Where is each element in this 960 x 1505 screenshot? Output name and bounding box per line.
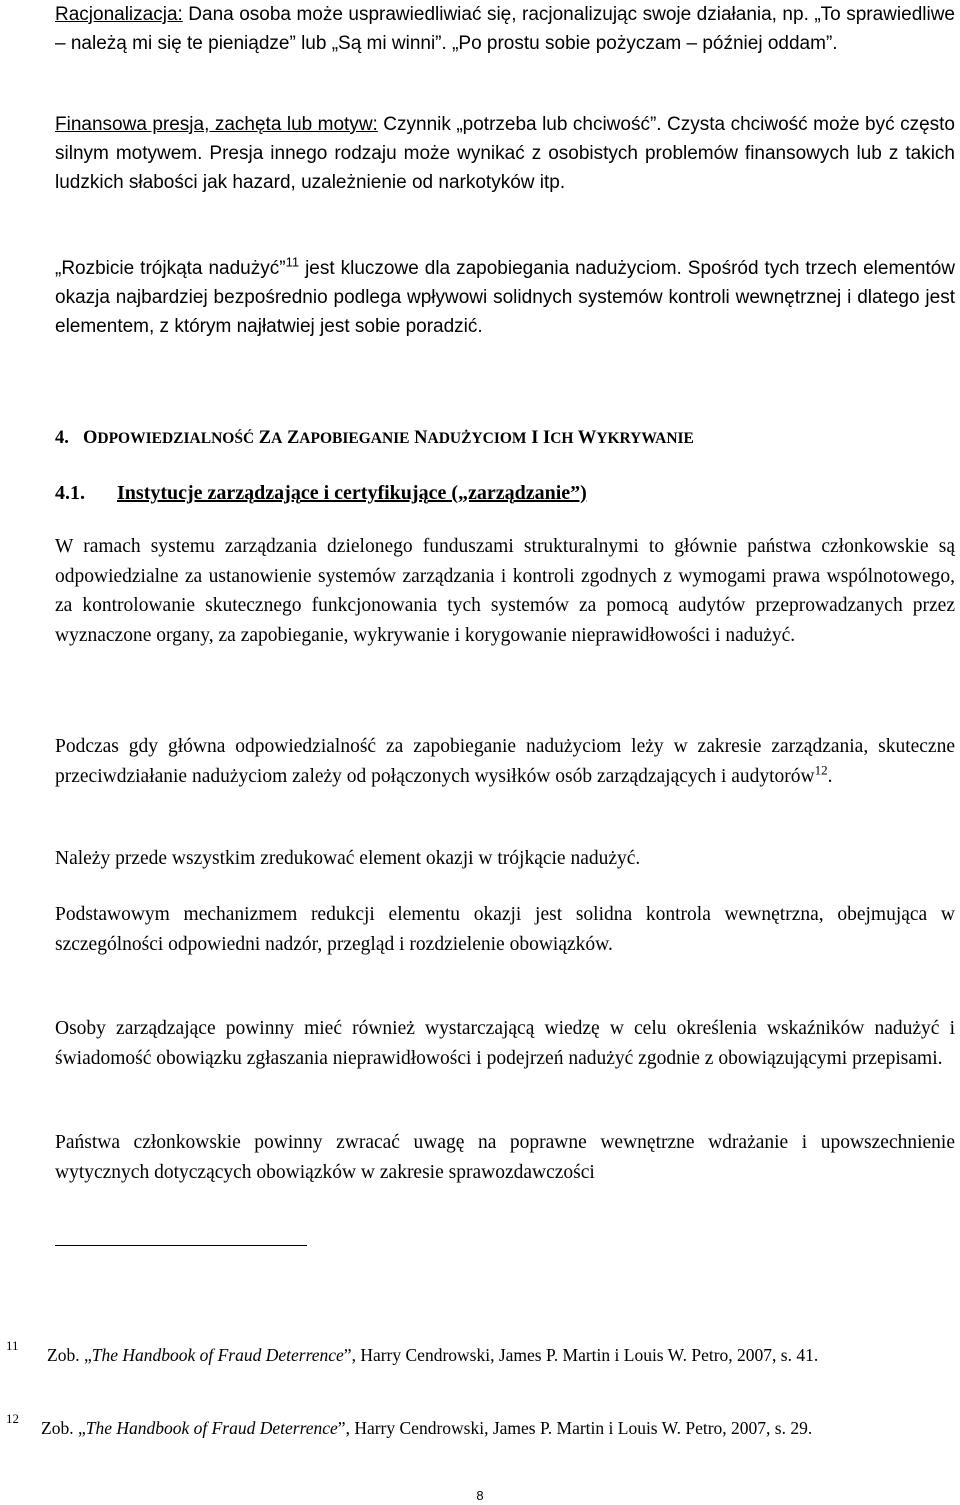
paragraph-racjonalizacja bbox=[55, 0, 955, 58]
paragraph-panstwa-czlonkowskie: Państwa członkowskie powinny zwracać uwagę na poprawne wewnętrzne wdrażanie i upowszechnienie wytycznych dotyczących obowiązków w zakresie sprawozdawczości bbox=[55, 1132, 955, 1183]
section-title-cap: N bbox=[414, 428, 428, 448]
footnote-12 bbox=[41, 1415, 956, 1441]
rozbicie-lead: „Rozbicie trójkąta nadużyć” bbox=[55, 258, 286, 279]
paragraph-element-okazji: Należy przede wszystkim zredukować element okazji w trójkącie nadużyć. bbox=[55, 848, 641, 869]
section-title-cap: I bbox=[531, 428, 539, 448]
section-heading-4 bbox=[55, 425, 955, 452]
section-title-cap: Z bbox=[258, 428, 272, 448]
footnote-12-prefix: Zob. „ bbox=[41, 1418, 86, 1438]
footnote-11-suffix: ”, Harry Cendrowski, James P. Martin i Louis W. Petro, 2007, s. 41. bbox=[343, 1345, 819, 1365]
footnote-12-title: The Handbook of Fraud Deterrence bbox=[85, 1418, 338, 1438]
section-title-cap: Z bbox=[286, 428, 300, 448]
section-title-rest: DPOWIEDZIALNOŚĆ bbox=[97, 430, 255, 447]
footnote-number-12: 12 bbox=[6, 1411, 19, 1426]
paragraph-system-zarzadzania: W ramach systemu zarządzania dzielonego funduszami strukturalnymi to głównie państwa członkowskie są odpowiedzialne za ustanowienie systemów zarządzania i kontroli zgodnych z wymogami prawa wspólnotowego, za kontrolowanie skutecznego funkcjonowania tych systemów za pomocą audytów przeprowadzanych przez wyznaczone organy, za zapobieganie, wykrywanie i korygowanie nieprawidłowości i nadużyć. bbox=[55, 536, 955, 646]
paragraph-osoby-zarzadzajace: Osoby zarządzające powinny mieć również wystarczającą wiedzę w celu określenia wskaźników nadużyć i świadomość obowiązku zgłaszania nieprawidłowości i podejrzeń nadużyć zgodnie z obowiązującymi przepisami. bbox=[55, 1018, 955, 1069]
section-title-rest: ADUŻYCIOM bbox=[427, 430, 527, 447]
odpowiedzialnosc-text: Podczas gdy główna odpowiedzialność za zapobieganie nadużyciom leży w zakresie zarządzania, skuteczne przeciwdziałanie nadużyciom zależy od połączonych wysiłków osób zarządzających i audytorów bbox=[55, 736, 955, 787]
footnote-separator bbox=[55, 1245, 307, 1246]
subsection-number: 4.1. bbox=[55, 482, 85, 504]
section-title-cap: O bbox=[83, 428, 98, 448]
term-racjonalizacja: Racjonalizacja: bbox=[55, 4, 183, 25]
footnote-number-11: 11 bbox=[6, 1338, 19, 1353]
footnote-ref-11[interactable]: 11 bbox=[285, 254, 300, 270]
section-title-rest: A bbox=[271, 430, 283, 447]
footnote-11-title: The Handbook of Fraud Deterrence bbox=[91, 1345, 344, 1365]
odpowiedzialnosc-end: . bbox=[827, 765, 833, 787]
footnote-ref-12[interactable]: 12 bbox=[814, 762, 828, 777]
term-finansowa-presja: Finansowa presja, zachęta lub motyw: bbox=[55, 114, 378, 135]
subsection-title: Instytucje zarządzające i certyfikujące („zarządzanie”) bbox=[117, 482, 587, 504]
section-title-rest: CH bbox=[550, 430, 574, 447]
section-title-cap: W bbox=[577, 428, 597, 448]
racjonalizacja-text: Dana osoba może usprawiedliwiać się, racjonalizując swoje działania, np. „To sprawiedliwe – należą mi się te pieniądze” lub „Są mi winni”. „Po prostu sobie pożyczam – później oddam”. bbox=[55, 4, 955, 54]
section-title-rest: YKRYWANIE bbox=[596, 430, 694, 447]
page-number: 8 bbox=[476, 1488, 484, 1503]
section-title-rest: APOBIEGANIE bbox=[299, 430, 410, 447]
footnote-11 bbox=[41, 1342, 956, 1368]
paragraph-rozbicie-trojkata bbox=[55, 254, 955, 341]
section-title bbox=[83, 428, 694, 448]
footnote-11-prefix: Zob. „ bbox=[47, 1345, 92, 1365]
paragraph-mechanizm-redukcji: Podstawowym mechanizmem redukcji elementu okazji jest solidna kontrola wewnętrzna, obejmująca w szczególności odpowiedni nadzór, przegląd i rozdzielenie obowiązków. bbox=[55, 904, 955, 955]
finansowa-presja-text: Czynnik „potrzeba lub chciwość”. Czysta chciwość może być często silnym motywem. Presja innego rodzaju może wynikać z osobistych problemów finansowych lub z takich ludzkich słabości jak hazard, uzależnienie od narkotyków itp. bbox=[55, 114, 955, 193]
rozbicie-text: jest kluczowe dla zapobiegania nadużyciom. Spośród tych trzech elementów okazja najbardziej bezpośrednio podlega wpływowi solidnych systemów kontroli wewnętrznej i dlatego jest elementem, z którym najłatwiej jest sobie poradzić. bbox=[55, 258, 955, 337]
paragraph-odpowiedzialnosc bbox=[55, 732, 955, 791]
section-number: 4. bbox=[55, 428, 69, 448]
paragraph-finansowa-presja bbox=[55, 110, 955, 197]
section-title-cap: I bbox=[543, 428, 551, 448]
footnote-12-suffix: ”, Harry Cendrowski, James P. Martin i Louis W. Petro, 2007, s. 29. bbox=[337, 1418, 813, 1438]
subsection-heading-4-1 bbox=[55, 479, 955, 507]
